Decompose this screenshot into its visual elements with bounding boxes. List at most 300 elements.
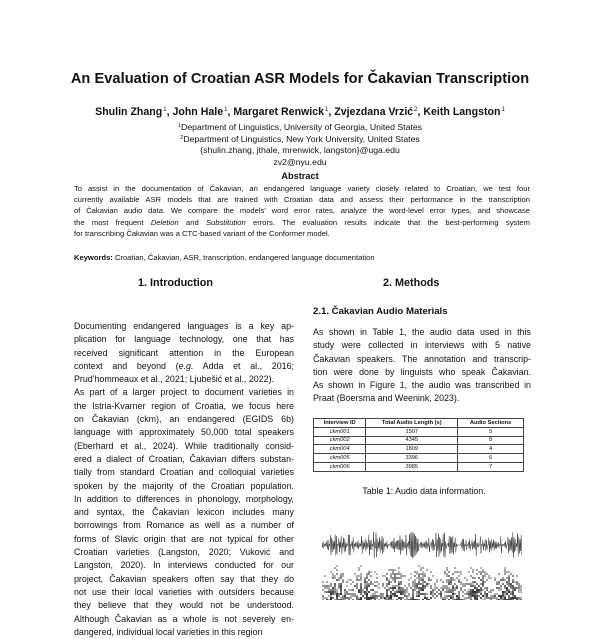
spectrogram-cell (366, 589, 368, 591)
spectrogram-cell (480, 579, 482, 581)
spectrogram-cell (360, 591, 362, 593)
spectrogram-cell (508, 597, 510, 599)
spectrogram-cell (490, 591, 492, 593)
spectrogram-cell (504, 597, 506, 599)
spectrogram-cell (484, 581, 486, 583)
spectrogram-cell (354, 585, 356, 587)
spectrogram-cell (372, 593, 374, 595)
spectrogram-cell (352, 593, 354, 595)
spectrogram-cell (340, 597, 342, 599)
spectrogram-cell (470, 595, 472, 597)
spectrogram-cell (400, 587, 402, 589)
spectrogram-cell (472, 589, 474, 591)
spectrogram-cell (508, 589, 510, 591)
spectrogram-cell (330, 597, 332, 599)
spectrogram-cell (340, 577, 342, 579)
spectrogram-cell (364, 591, 366, 593)
text-line: dangered, individual local varieties in this region (74, 626, 263, 637)
spectrogram-cell (512, 581, 514, 583)
spectrogram-cell (404, 595, 406, 597)
spectrogram-cell (392, 569, 394, 571)
spectrogram-cell (472, 591, 474, 593)
spectrogram-cell (396, 595, 398, 597)
spectrogram-cell (392, 571, 394, 573)
spectrogram-cell (418, 581, 420, 583)
spectrogram-cell (324, 597, 326, 599)
spectrogram-cell (502, 579, 504, 581)
spectrogram-cell (440, 597, 442, 599)
spectrogram-cell (326, 581, 328, 583)
spectrogram-cell (464, 593, 466, 595)
spectrogram-cell (358, 589, 360, 591)
spectrogram-cell (500, 579, 502, 581)
spectrogram-cell (436, 581, 438, 583)
spectrogram-cell (470, 583, 472, 585)
spectrogram-cell (468, 589, 470, 591)
spectrogram-cell (370, 595, 372, 597)
spectrogram-cell (392, 593, 394, 595)
spectrogram-cell (464, 583, 466, 585)
spectrogram-cell (380, 593, 382, 595)
spectrogram-cell (372, 597, 374, 599)
spectrogram-cell (412, 581, 414, 583)
spectrogram-cell (514, 587, 516, 589)
spectrogram-cell (376, 573, 378, 575)
spectrogram-cell (512, 589, 514, 591)
spectrogram-cell (448, 583, 450, 585)
spectrogram-cell (366, 595, 368, 597)
spectrogram-cell (474, 577, 476, 579)
spectrogram-cell (432, 593, 434, 595)
spectrogram-cell (496, 583, 498, 585)
spectrogram-cell (514, 589, 516, 591)
spectrogram-cell (332, 575, 334, 577)
spectrogram-cell (508, 591, 510, 593)
spectrogram-cell (358, 575, 360, 577)
spectrogram-cell (504, 571, 506, 573)
spectrogram-cell (334, 575, 336, 577)
spectrogram-cell (416, 573, 418, 575)
spectrogram-cell (408, 595, 410, 597)
table-cell: ckm004 (314, 445, 366, 454)
spectrogram-cell (446, 591, 448, 593)
spectrogram-cell (490, 595, 492, 597)
spectrogram-cell (490, 589, 492, 591)
spectrogram-cell (468, 571, 470, 573)
spectrogram-cell (420, 593, 422, 595)
spectrogram-cell (492, 595, 494, 597)
spectrogram-cell (364, 587, 366, 589)
spectrogram-cell (480, 589, 482, 591)
spectrogram-cell (424, 587, 426, 589)
spectrogram-cell (498, 583, 500, 585)
spectrogram-cell (330, 589, 332, 591)
spectrogram-cell (358, 569, 360, 571)
spectrogram-cell (386, 595, 388, 597)
spectrogram-cell (362, 595, 364, 597)
spectrogram-cell (360, 589, 362, 591)
spectrogram-cell (412, 597, 414, 599)
spectrogram-cell (468, 583, 470, 585)
spectrogram-cell (506, 583, 508, 585)
spectrogram-cell (398, 567, 400, 569)
spectrogram-cell (470, 593, 472, 595)
author-affiliation-mark: 1 (325, 107, 329, 113)
spectrogram-cell (516, 583, 518, 585)
spectrogram-cell (494, 577, 496, 579)
spectrogram-cell (400, 583, 402, 585)
spectrogram-cell (346, 585, 348, 587)
spectrogram-cell (360, 583, 362, 585)
author-name: Zvjezdana Vrzić (334, 106, 414, 118)
spectrogram-cell (448, 581, 450, 583)
spectrogram-cell (450, 597, 452, 599)
spectrogram-cell (346, 591, 348, 593)
spectrogram-cell (400, 591, 402, 593)
spectrogram-cell (464, 597, 466, 599)
spectrogram-cell (396, 573, 398, 575)
spectrogram-cell (332, 587, 334, 589)
spectrogram-cell (512, 585, 514, 587)
spectrogram-cell (416, 587, 418, 589)
spectrogram-cell (454, 571, 456, 573)
spectrogram-cell (466, 593, 468, 595)
spectrogram-cell (330, 591, 332, 593)
spectrogram-cell (428, 579, 430, 581)
spectrogram-cell (400, 593, 402, 595)
spectrogram-cell (356, 575, 358, 577)
spectrogram-cell (478, 589, 480, 591)
spectrogram-cell (334, 593, 336, 595)
table-header-cell: Interview ID (314, 419, 366, 428)
spectrogram-cell (420, 587, 422, 589)
spectrogram-cell (390, 569, 392, 571)
spectrogram-cell (506, 591, 508, 593)
spectrogram-cell (378, 583, 380, 585)
spectrogram-cell (472, 583, 474, 585)
spectrogram-cell (438, 593, 440, 595)
spectrogram-cell (430, 591, 432, 593)
spectrogram-cell (398, 591, 400, 593)
spectrogram-cell (394, 585, 396, 587)
spectrogram-cell (432, 589, 434, 591)
spectrogram-cell (360, 565, 362, 567)
spectrogram-cell (484, 575, 486, 577)
spectrogram-cell (402, 597, 404, 599)
spectrogram-cell (484, 597, 486, 599)
spectrogram-cell (492, 589, 494, 591)
spectrogram-cell (422, 587, 424, 589)
spectrogram-cell (332, 597, 334, 599)
spectrogram-cell (350, 579, 352, 581)
spectrogram-cell (502, 583, 504, 585)
spectrogram-cell (362, 591, 364, 593)
spectrogram-cell (462, 595, 464, 597)
spectrogram-cell (386, 597, 388, 599)
spectrogram-cell (396, 591, 398, 593)
spectrogram-cell (336, 589, 338, 591)
table-cell: 7 (458, 462, 524, 471)
spectrogram-cell (454, 587, 456, 589)
text-line: study were collected in interviews with 5 native (313, 340, 531, 351)
spectrogram-cell (416, 577, 418, 579)
spectrogram-cell (408, 579, 410, 581)
spectrogram-cell (464, 585, 466, 587)
spectrogram-cell (336, 597, 338, 599)
spectrogram-cell (466, 579, 468, 581)
spectrogram-cell (414, 585, 416, 587)
introduction-text (74, 320, 294, 639)
spectrogram-cell (332, 573, 334, 575)
spectrogram-cell (482, 575, 484, 577)
spectrogram-cell (446, 595, 448, 597)
table-cell: ckm002 (314, 436, 366, 445)
spectrogram-cell (520, 585, 522, 587)
spectrogram-cell (510, 591, 512, 593)
spectrogram-cell (364, 579, 366, 581)
spectrogram-cell (518, 585, 520, 587)
spectrogram-cell (442, 589, 444, 591)
spectrogram-cell (416, 593, 418, 595)
text-line: tially from standard Croatian and colloquial varieties (74, 467, 294, 478)
spectrogram-cell (418, 587, 420, 589)
spectrogram-cell (446, 573, 448, 575)
spectrogram-cell (418, 573, 420, 575)
spectrogram-cell (382, 583, 384, 585)
spectrogram-cell (366, 583, 368, 585)
spectrogram-cell (468, 591, 470, 593)
spectrogram-cell (452, 589, 454, 591)
spectrogram-cell (344, 593, 346, 595)
spectrogram-cell (360, 597, 362, 599)
spectrogram-cell (366, 581, 368, 583)
spectrogram-cell (504, 591, 506, 593)
spectrogram-cell (404, 575, 406, 577)
spectrogram-cell (348, 579, 350, 581)
spectrogram-cell (440, 587, 442, 589)
spectrogram-cell (356, 579, 358, 581)
spectrogram-cell (478, 591, 480, 593)
spectrogram-cell (446, 587, 448, 589)
text-line: tion were done by linguists who speak Čakavian. (313, 366, 531, 377)
spectrogram-cell (400, 575, 402, 577)
section-introduction-heading: 1. Introduction (138, 277, 213, 289)
spectrogram-cell (386, 577, 388, 579)
spectrogram-cell (490, 597, 492, 599)
author-list: Shulin Zhang$^1$, John Hale$^1$, Margaret Renwick$^1$, Zvjezdana Vrzić$^2$, Keith Langston$^1$ (95, 106, 505, 118)
spectrogram-cell (474, 593, 476, 595)
spectrogram-cell (352, 581, 354, 583)
spectrogram-cell (422, 573, 424, 575)
spectrogram-cell (338, 577, 340, 579)
table-cell: 8 (458, 436, 524, 445)
spectrogram-cell (376, 577, 378, 579)
spectrogram-cell (414, 589, 416, 591)
spectrogram-cell (400, 589, 402, 591)
text-line: borrowings from Romance as well as a number of (74, 520, 294, 531)
spectrogram-cell (458, 581, 460, 583)
spectrogram-cell (394, 577, 396, 579)
spectrogram-cell (480, 591, 482, 593)
spectrogram-cell (368, 597, 370, 599)
spectrogram-cell (342, 579, 344, 581)
table-cell: ckm006 (314, 462, 366, 471)
spectrogram-cell (354, 593, 356, 595)
spectrogram-cell (390, 575, 392, 577)
spectrogram-cell (486, 573, 488, 575)
spectrogram-cell (366, 591, 368, 593)
spectrogram-cell (338, 593, 340, 595)
spectrogram-cell (338, 595, 340, 597)
spectrogram-cell (334, 591, 336, 593)
spectrogram-cell (460, 587, 462, 589)
spectrogram-cell (382, 595, 384, 597)
spectrogram-cell (396, 585, 398, 587)
spectrogram-cell (498, 581, 500, 583)
spectrogram-cell (498, 573, 500, 575)
spectrogram-cell (410, 577, 412, 579)
spectrogram-cell (468, 597, 470, 599)
spectrogram-cell (338, 585, 340, 587)
spectrogram-cell (452, 591, 454, 593)
author-affiliation-mark: 2 (414, 107, 418, 113)
spectrogram-cell (466, 583, 468, 585)
spectrogram-cell (446, 581, 448, 583)
spectrogram-cell (510, 587, 512, 589)
spectrogram-cell (472, 577, 474, 579)
spectrogram-cell (422, 575, 424, 577)
table-row (314, 454, 524, 463)
spectrogram-cell (322, 595, 324, 597)
spectrogram-cell (384, 575, 386, 577)
spectrogram-cell (332, 577, 334, 579)
spectrogram-cell (408, 593, 410, 595)
text-line: spoken by the majority of the Croatian population. (74, 480, 294, 491)
spectrogram-cell (444, 585, 446, 587)
spectrogram-cell (474, 581, 476, 583)
spectrogram-cell (500, 595, 502, 597)
spectrogram-cell (344, 597, 346, 599)
spectrogram-cell (488, 597, 490, 599)
spectrogram-cell (396, 577, 398, 579)
spectrogram-cell (440, 595, 442, 597)
spectrogram-cell (358, 597, 360, 599)
spectrogram-cell (414, 587, 416, 589)
spectrogram-cell (350, 595, 352, 597)
spectrogram-cell (394, 575, 396, 577)
spectrogram-cell (430, 585, 432, 587)
spectrogram-cell (490, 577, 492, 579)
spectrogram-cell (388, 583, 390, 585)
spectrogram-cell (402, 587, 404, 589)
spectrogram-cell (330, 585, 332, 587)
spectrogram-cell (432, 595, 434, 597)
author-email-2: zv2@nyu.edu (273, 157, 327, 167)
spectrogram-cell (452, 577, 454, 579)
spectrogram-cell (462, 591, 464, 593)
spectrogram-cell (518, 587, 520, 589)
spectrogram-cell (360, 587, 362, 589)
spectrogram-cell (486, 589, 488, 591)
spectrogram-cell (340, 575, 342, 577)
spectrogram-cell (330, 571, 332, 573)
author-affiliation-mark: 1 (224, 107, 228, 113)
spectrogram-cell (390, 587, 392, 589)
spectrogram-cell (400, 573, 402, 575)
spectrogram-cell (376, 581, 378, 583)
spectrogram-cell (482, 583, 484, 585)
spectrogram-cell (484, 573, 486, 575)
spectrogram-cell (472, 595, 474, 597)
spectrogram-cell (448, 579, 450, 581)
spectrogram-cell (394, 591, 396, 593)
spectrogram-cell (350, 597, 352, 599)
spectrogram-cell (360, 575, 362, 577)
author-affiliation-mark: 1 (163, 107, 167, 113)
abstract-line: of Čakavian audio data. We compare the models' word error rates, analyze the word-level error types, and showcase (74, 206, 530, 216)
spectrogram-cell (420, 569, 422, 571)
spectrogram-cell (362, 589, 364, 591)
spectrogram-cell (324, 591, 326, 593)
spectrogram-cell (394, 587, 396, 589)
spectrogram-cell (484, 595, 486, 597)
spectrogram-cell (412, 595, 414, 597)
text-line: forms of Slavic origin that are not typical for other (74, 533, 294, 544)
spectrogram-cell (422, 571, 424, 573)
spectrogram-cell (394, 593, 396, 595)
spectrogram-cell (450, 589, 452, 591)
spectrogram-cell (502, 597, 504, 599)
spectrogram-cell (454, 579, 456, 581)
spectrogram-cell (376, 595, 378, 597)
spectrogram-cell (386, 585, 388, 587)
spectrogram-cell (486, 587, 488, 589)
spectrogram-cell (342, 597, 344, 599)
spectrogram-cell (364, 581, 366, 583)
spectrogram-cell (496, 593, 498, 595)
table-row (314, 427, 524, 436)
spectrogram-cell (364, 585, 366, 587)
spectrogram-cell (458, 595, 460, 597)
spectrogram-cell (360, 593, 362, 595)
spectrogram-cell (326, 597, 328, 599)
spectrogram-cell (472, 585, 474, 587)
spectrogram-cell (456, 571, 458, 573)
table-cell: 3396 (366, 454, 458, 463)
spectrogram-cell (388, 587, 390, 589)
spectrogram-cell (402, 591, 404, 593)
spectrogram-cell (508, 577, 510, 579)
text-line: ered a dialect of Croatian, Čakavian differs substan- (74, 453, 294, 464)
spectrogram-cell (388, 595, 390, 597)
spectrogram-cell (334, 585, 336, 587)
abstract-body (74, 183, 530, 239)
spectrogram-cell (390, 577, 392, 579)
spectrogram-cell (356, 595, 358, 597)
spectrogram-cell (390, 593, 392, 595)
spectrogram-cell (398, 597, 400, 599)
spectrogram-cell (422, 589, 424, 591)
methods-text (313, 326, 531, 406)
spectrogram-cell (502, 577, 504, 579)
spectrogram-cell (372, 595, 374, 597)
spectrogram-cell (360, 573, 362, 575)
spectrogram-cell (474, 597, 476, 599)
spectrogram-cell (370, 583, 372, 585)
abstract-line: To assist in the documentation of Čakavian, an endangered language variety closely related to Croatian, we test four (74, 184, 530, 193)
table-cell: ckm005 (314, 454, 366, 463)
spectrogram-cell (422, 585, 424, 587)
